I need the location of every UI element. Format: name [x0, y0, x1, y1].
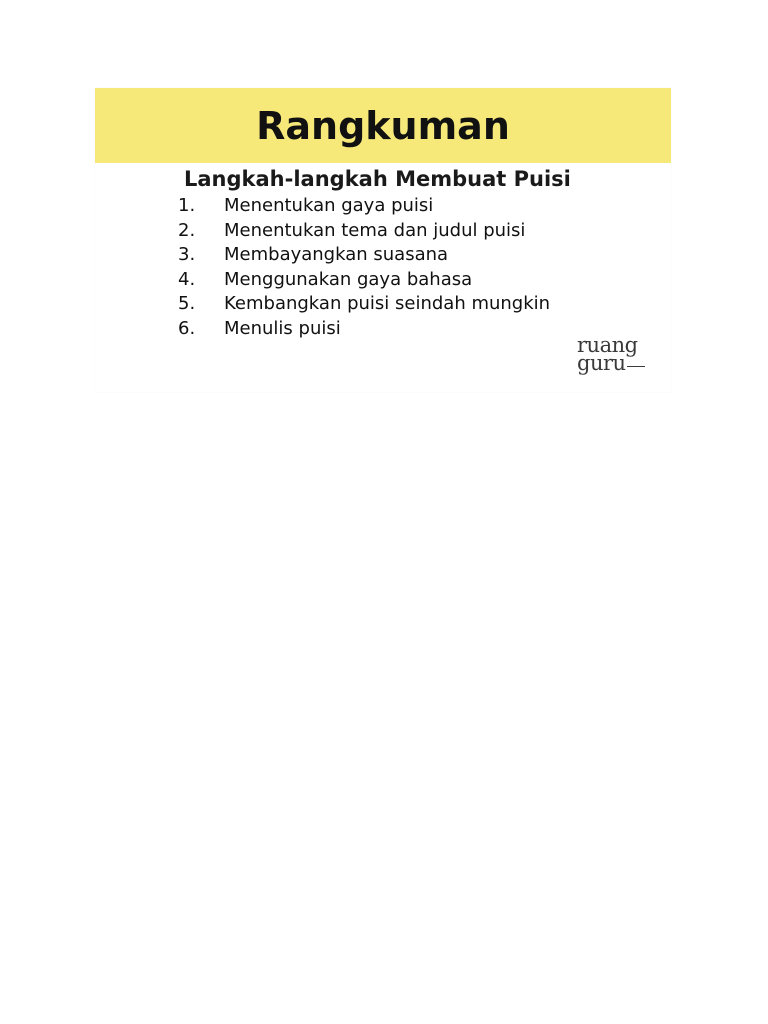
step-text: Kembangkan puisi seindah mungkin — [224, 293, 551, 315]
summary-card — [95, 88, 671, 392]
step-number: 5. — [178, 293, 196, 315]
step-text: Membayangkan suasana — [224, 244, 449, 266]
section-subtitle: Langkah-langkah Membuat Puisi — [184, 167, 571, 191]
step-text: Menentukan tema dan judul puisi — [224, 219, 526, 241]
title-banner — [95, 88, 671, 163]
step-number: 4. — [178, 268, 196, 290]
step-number: 6. — [178, 317, 196, 339]
step-number: 2. — [178, 219, 196, 241]
logo-text-ruang: ruang — [577, 333, 638, 357]
step-text: Menggunakan gaya bahasa — [224, 268, 473, 290]
step-number: 1. — [178, 195, 196, 216]
step-text: Menentukan gaya puisi — [224, 195, 434, 216]
ruangguru-logo — [577, 333, 649, 376]
logo-underline — [627, 366, 645, 367]
step-number: 3. — [178, 244, 196, 266]
page-title: Rangkuman — [256, 104, 510, 148]
logo-text-guru: guru — [577, 351, 626, 375]
step-text: Menulis puisi — [224, 317, 341, 339]
